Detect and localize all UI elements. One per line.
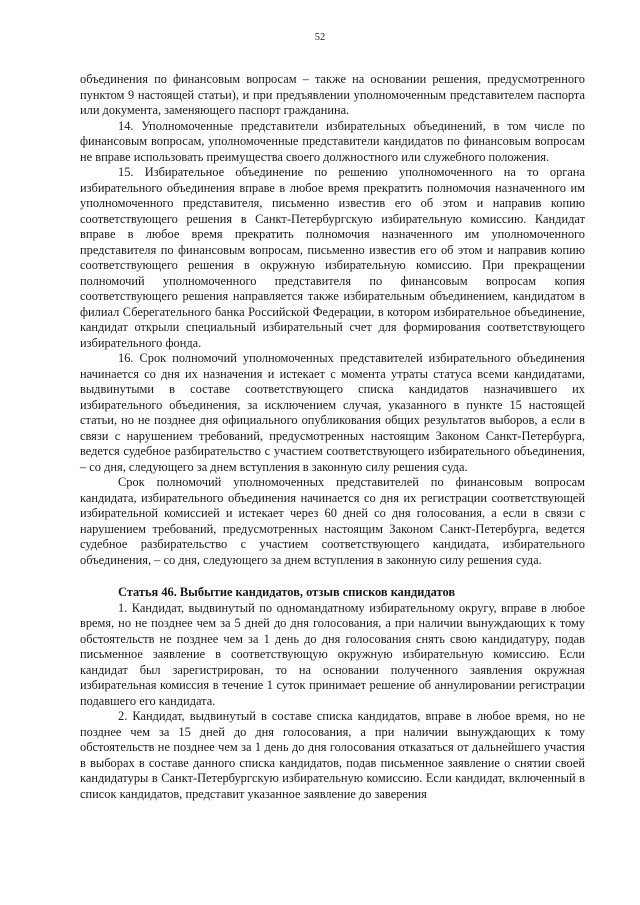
paragraph-item-16: 16. Срок полномочий уполномоченных представителей избирательного объединения начинается со дня их назначения и истекает с момента утраты статуса всеми кандидатами, выдвинутыми в составе соответствующего списка кандидатов назначившего их избирательного объединения, за исключением случая, указанного в пункте 15 настоящей статьи, но не позднее дня официального опубликования общих результатов выборов, а если в связи с нарушением требований, предусмотренных настоящим Законом Санкт-Петербурга, ведется судебное разбирательство с участием соответствующего избирательного объединения, – со дня, следующего за днем вступления в законную силу решения суда.: [80, 351, 585, 474]
paragraph-article-46-item-2: 2. Кандидат, выдвинутый в составе списка кандидатов, вправе в любое время, но не позднее чем за 15 дней до дня голосования, а при наличии вынуждающих к тому обстоятельств не позднее чем за 1 день до дня голосования отказаться от дальнейшего участия в выборах в составе данного списка кандидатов, подав письменное заявление о снятии своей кандидатуры в Санкт-Петербургскую избирательную комиссию. Если кандидат, включенный в список кандидатов, представит указанное заявление до заверения: [80, 709, 585, 801]
paragraph-item-15: 15. Избирательное объединение по решению уполномоченного на то органа избирательного объединения вправе в любое время прекратить полномочия назначенного им уполномоченного представителя, письменно известив его об этом и направив копию соответствующего решения в Санкт-Петербургскую избирательную комиссию. Кандидат вправе в любое время прекратить полномочия назначенного им уполномоченного представителя по финансовым вопросам, письменно известив его об этом и направив копию соответствующего решения в окружную избирательную комиссию. При прекращении полномочий уполномоченного представителя по финансовым вопросам копия соответствующего решения направляется также избирательным объединением, кандидатом в филиал Сберегательного банка Российской Федерации, в котором избирательное объединение, кандидат открыли специальный избирательный счет для формирования соответствующего избирательного фонда.: [80, 165, 585, 350]
page-number: 52: [314, 32, 326, 43]
paragraph-article-46-item-1: 1. Кандидат, выдвинутый по одномандатному избирательному округу, вправе в любое время, но не позднее чем за 5 дней до дня голосования, а при наличии вынуждающих к тому обстоятельств не позднее чем за 1 день до дня голосования снять свою кандидатуру, подав письменное заявление в соответствующую окружную избирательную комиссию. Если кандидат был зарегистрирован, то на основании полученного заявления окружная избирательная комиссия в течение 1 суток принимает решение об аннулировании регистрации подавшего его кандидата.: [80, 600, 585, 708]
paragraph-item-14: 14. Уполномоченные представители избирательных объединений, в том числе по финансовым вопросам, уполномоченные представители кандидатов по финансовым вопросам не вправе использовать преимущества своего должностного или служебного положения.: [80, 118, 585, 164]
paragraph-continuation: объединения по финансовым вопросам – также на основании решения, предусмотренного пунктом 9 настоящей статьи), и при предъявлении уполномоченным представителем паспорта или документа, заменяющего паспорт гражданина.: [80, 72, 585, 117]
document-body: [80, 72, 585, 802]
paragraph-item-16-financial: Срок полномочий уполномоченных представителей по финансовым вопросам кандидата, избирательного объединения начинается со дня их регистрации соответствующей избирательной комиссией и истекает через 60 дней со дня голосования, а если в связи с нарушением требований, предусмотренных настоящим Законом Санкт-Петербурга, ведется судебное разбирательство с участием соответствующего кандидата, избирательного объединения, – со дня, следующего за днем вступления в законную силу решения суда.: [80, 475, 585, 567]
article-46-heading: Статья 46. Выбытие кандидатов, отзыв списков кандидатов: [118, 585, 456, 599]
